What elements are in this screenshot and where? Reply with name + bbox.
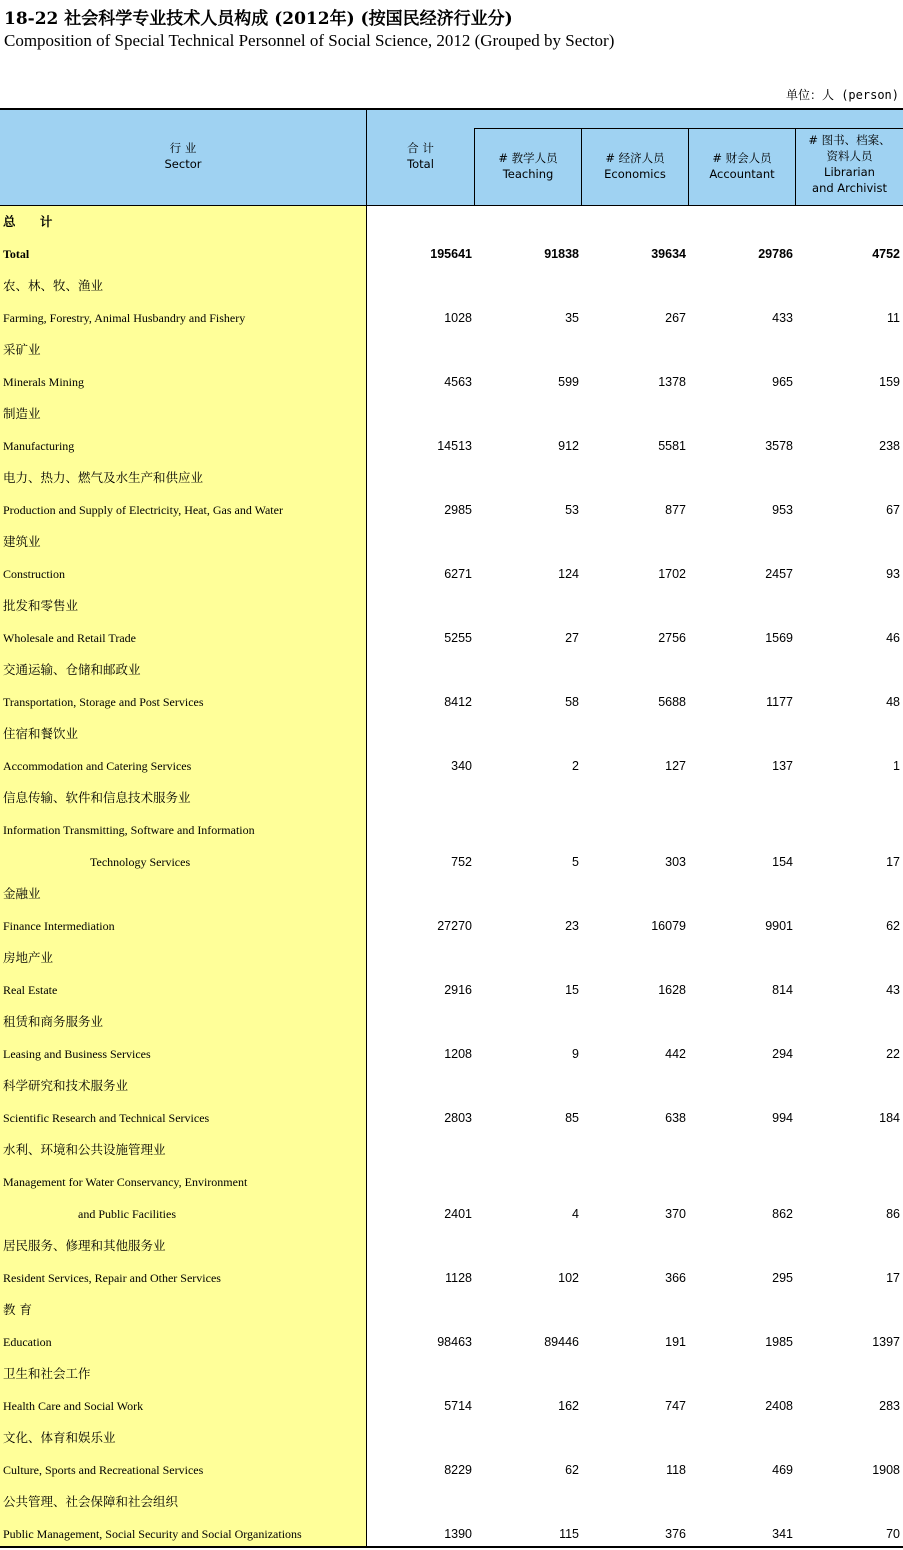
cell-value: 1208 bbox=[444, 1047, 472, 1061]
sector-label-en: Total bbox=[3, 247, 30, 261]
sector-label-cn: 采矿业 bbox=[3, 342, 41, 357]
header-total bbox=[367, 140, 474, 172]
cell-value: 70 bbox=[886, 1527, 900, 1541]
table-row-chinese-label bbox=[0, 1006, 903, 1038]
table-row-chinese-label bbox=[0, 1294, 903, 1326]
sector-label-cn: 住宿和餐饮业 bbox=[3, 726, 79, 741]
cell-value: 62 bbox=[886, 919, 900, 933]
sector-label-en: Resident Services, Repair and Other Services bbox=[3, 1271, 221, 1285]
sector-label-cn: 建筑业 bbox=[3, 534, 41, 549]
cell-value: 118 bbox=[666, 1463, 686, 1477]
cell-value: 162 bbox=[558, 1399, 579, 1413]
cell-value: 814 bbox=[772, 983, 793, 997]
sector-label-en-continued: Technology Services bbox=[90, 855, 191, 869]
cell-value: 1028 bbox=[444, 311, 472, 325]
header-accountant bbox=[689, 150, 795, 182]
cell-value: 29786 bbox=[758, 247, 793, 261]
sector-label-en: Scientific Research and Technical Services bbox=[3, 1111, 210, 1125]
sector-label-cn: 卫生和社会工作 bbox=[3, 1366, 91, 1381]
sector-label-cn: 科学研究和技术服务业 bbox=[3, 1078, 129, 1093]
sector-label-en: Health Care and Social Work bbox=[3, 1399, 144, 1413]
cell-value: 62 bbox=[565, 1463, 579, 1477]
cell-value: 267 bbox=[665, 311, 686, 325]
table-row-chinese-label bbox=[0, 206, 903, 238]
header-librarian-en1: Librarian bbox=[824, 165, 875, 179]
header-librarian bbox=[796, 132, 903, 196]
table-row-chinese-label bbox=[0, 270, 903, 302]
cell-value: 747 bbox=[665, 1399, 686, 1413]
cell-value: 184 bbox=[879, 1111, 900, 1125]
header-total-en: Total bbox=[407, 157, 434, 171]
table-row-chinese-label bbox=[0, 782, 903, 814]
sector-label-cn: 农、林、牧、渔业 bbox=[3, 278, 104, 293]
cell-value: 862 bbox=[772, 1207, 793, 1221]
cell-value: 4563 bbox=[444, 375, 472, 389]
cell-value: 9901 bbox=[765, 919, 793, 933]
cell-value: 1128 bbox=[445, 1271, 472, 1285]
cell-value: 137 bbox=[772, 759, 793, 773]
table-row bbox=[0, 366, 903, 398]
sector-label-cn: 制造业 bbox=[3, 406, 41, 421]
cell-value: 370 bbox=[665, 1207, 686, 1221]
table-row bbox=[0, 1166, 903, 1198]
cell-value: 115 bbox=[559, 1527, 579, 1541]
cell-value: 1908 bbox=[872, 1463, 900, 1477]
cell-value: 341 bbox=[772, 1527, 793, 1541]
table-bottom-rule bbox=[0, 1546, 903, 1548]
cell-value: 127 bbox=[665, 759, 686, 773]
header-economics bbox=[582, 150, 688, 182]
table-row-chinese-label bbox=[0, 654, 903, 686]
page-title-english: Composition of Special Technical Personnel of Social Science, 2012 (Grouped by Sector) bbox=[4, 31, 615, 50]
table-row-chinese-label bbox=[0, 878, 903, 910]
sector-label-cn: 电力、热力、燃气及水生产和供应业 bbox=[3, 470, 204, 485]
cell-value: 15 bbox=[565, 983, 579, 997]
cell-value: 2803 bbox=[444, 1111, 472, 1125]
table-row-chinese-label bbox=[0, 718, 903, 750]
cell-value: 5581 bbox=[658, 439, 686, 453]
cell-value: 366 bbox=[665, 1271, 686, 1285]
cell-value: 46 bbox=[886, 631, 900, 645]
cell-value: 4 bbox=[572, 1207, 579, 1221]
sector-label-en: Farming, Forestry, Animal Husbandry and Fishery bbox=[3, 311, 246, 325]
cell-value: 16079 bbox=[651, 919, 686, 933]
table-row-chinese-label bbox=[0, 1070, 903, 1102]
cell-value: 442 bbox=[665, 1047, 686, 1061]
cell-value: 43 bbox=[886, 983, 900, 997]
header-divider bbox=[581, 128, 582, 205]
header-total-cn: 合 计 bbox=[407, 141, 434, 155]
cell-value: 6271 bbox=[444, 567, 472, 581]
cell-value: 35 bbox=[565, 311, 579, 325]
table-header bbox=[0, 110, 903, 206]
cell-value: 89446 bbox=[544, 1335, 579, 1349]
header-accountant-cn: # 财会人员 bbox=[712, 151, 772, 165]
page-title-chinese: 18-22 社会科学专业技术人员构成 (2012年) (按国民经济行业分) bbox=[4, 9, 513, 29]
table-row bbox=[0, 1102, 903, 1134]
cell-value: 23 bbox=[565, 919, 579, 933]
cell-value: 27270 bbox=[437, 919, 472, 933]
table-row-chinese-label bbox=[0, 334, 903, 366]
table-row-chinese-label bbox=[0, 398, 903, 430]
sector-label-en: Education bbox=[3, 1335, 52, 1349]
table-row-chinese-label bbox=[0, 1134, 903, 1166]
sector-label-en: Manufacturing bbox=[3, 439, 75, 453]
cell-value: 98463 bbox=[437, 1335, 472, 1349]
table-row bbox=[0, 622, 903, 654]
cell-value: 93 bbox=[886, 567, 900, 581]
sector-label-cn: 租赁和商务服务业 bbox=[3, 1014, 104, 1029]
table-row-chinese-label bbox=[0, 1230, 903, 1262]
cell-value: 2 bbox=[572, 759, 579, 773]
sector-label-cn: 文化、体育和娱乐业 bbox=[3, 1430, 116, 1445]
cell-value: 433 bbox=[772, 311, 793, 325]
cell-value: 376 bbox=[665, 1527, 686, 1541]
cell-value: 4752 bbox=[872, 247, 900, 261]
table-row-chinese-label bbox=[0, 462, 903, 494]
cell-value: 86 bbox=[886, 1207, 900, 1221]
cell-value: 303 bbox=[665, 855, 686, 869]
cell-value: 67 bbox=[886, 503, 900, 517]
table-row bbox=[0, 846, 903, 878]
sector-label-cn: 交通运输、仓储和邮政业 bbox=[3, 662, 141, 677]
header-divider bbox=[474, 128, 475, 205]
sector-label-en: Accommodation and Catering Services bbox=[3, 759, 192, 773]
cell-value: 1985 bbox=[765, 1335, 793, 1349]
cell-value: 2401 bbox=[444, 1207, 472, 1221]
header-sector bbox=[0, 140, 366, 172]
cell-value: 238 bbox=[879, 439, 900, 453]
sector-label-cn: 教 育 bbox=[3, 1302, 32, 1317]
header-librarian-cn2: 资料人员 bbox=[826, 149, 873, 163]
cell-value: 191 bbox=[665, 1335, 686, 1349]
table-row-chinese-label bbox=[0, 1486, 903, 1518]
cell-value: 877 bbox=[665, 503, 686, 517]
cell-value: 1378 bbox=[658, 375, 686, 389]
sector-label-en: Management for Water Conservancy, Environment bbox=[3, 1175, 248, 1189]
header-sector-en: Sector bbox=[164, 157, 202, 171]
sector-label-en: Finance Intermediation bbox=[3, 919, 115, 933]
cell-value: 1628 bbox=[658, 983, 686, 997]
cell-value: 22 bbox=[886, 1047, 900, 1061]
table-row bbox=[0, 814, 903, 846]
cell-value: 8412 bbox=[444, 695, 472, 709]
cell-value: 953 bbox=[772, 503, 793, 517]
cell-value: 340 bbox=[451, 759, 472, 773]
cell-value: 3578 bbox=[765, 439, 793, 453]
cell-value: 2457 bbox=[765, 567, 793, 581]
cell-value: 2985 bbox=[444, 503, 472, 517]
header-teaching-cn: # 教学人员 bbox=[498, 151, 558, 165]
sector-label-en-continued: and Public Facilities bbox=[78, 1207, 176, 1221]
cell-value: 91838 bbox=[544, 247, 579, 261]
cell-value: 5714 bbox=[444, 1399, 472, 1413]
sector-label-en: Production and Supply of Electricity, Heat, Gas and Water bbox=[3, 503, 283, 517]
table-row-chinese-label bbox=[0, 942, 903, 974]
sector-label-en: Information Transmitting, Software and Information bbox=[3, 823, 255, 837]
cell-value: 9 bbox=[572, 1047, 579, 1061]
table-row bbox=[0, 430, 903, 462]
cell-value: 1390 bbox=[444, 1527, 472, 1541]
cell-value: 5688 bbox=[658, 695, 686, 709]
sector-label-en: Transportation, Storage and Post Services bbox=[3, 695, 204, 709]
cell-value: 39634 bbox=[651, 247, 686, 261]
sector-label-cn: 居民服务、修理和其他服务业 bbox=[3, 1238, 166, 1253]
sector-label-en: Culture, Sports and Recreational Services bbox=[3, 1463, 204, 1477]
table-row bbox=[0, 1198, 903, 1230]
sector-label-en: Leasing and Business Services bbox=[3, 1047, 151, 1061]
table-row-chinese-label bbox=[0, 590, 903, 622]
table-row bbox=[0, 1390, 903, 1422]
cell-value: 11 bbox=[887, 311, 900, 325]
cell-value: 14513 bbox=[437, 439, 472, 453]
cell-value: 2408 bbox=[765, 1399, 793, 1413]
cell-value: 283 bbox=[879, 1399, 900, 1413]
header-economics-cn: # 经济人员 bbox=[605, 151, 665, 165]
header-economics-en: Economics bbox=[604, 167, 666, 181]
cell-value: 2756 bbox=[658, 631, 686, 645]
sector-label-en: Wholesale and Retail Trade bbox=[3, 631, 136, 645]
cell-value: 965 bbox=[772, 375, 793, 389]
header-librarian-en2: and Archivist bbox=[812, 181, 887, 195]
sector-label-cn: 总 计 bbox=[3, 214, 63, 229]
cell-value: 1569 bbox=[765, 631, 793, 645]
sector-label-cn: 房地产业 bbox=[3, 950, 54, 965]
table-row bbox=[0, 974, 903, 1006]
sector-label-en: Construction bbox=[3, 567, 65, 581]
table-row-chinese-label bbox=[0, 1358, 903, 1390]
cell-value: 195641 bbox=[430, 247, 472, 261]
table-row bbox=[0, 558, 903, 590]
table-row bbox=[0, 910, 903, 942]
cell-value: 294 bbox=[772, 1047, 793, 1061]
sector-label-cn: 金融业 bbox=[3, 886, 41, 901]
table-row bbox=[0, 686, 903, 718]
cell-value: 48 bbox=[886, 695, 900, 709]
cell-value: 295 bbox=[772, 1271, 793, 1285]
cell-value: 17 bbox=[886, 855, 900, 869]
cell-value: 85 bbox=[565, 1111, 579, 1125]
header-divider bbox=[795, 128, 796, 205]
cell-value: 638 bbox=[665, 1111, 686, 1125]
cell-value: 5 bbox=[572, 855, 579, 869]
cell-value: 469 bbox=[772, 1463, 793, 1477]
cell-value: 752 bbox=[451, 855, 472, 869]
cell-value: 53 bbox=[565, 503, 579, 517]
cell-value: 1 bbox=[893, 759, 900, 773]
sector-label-cn: 信息传输、软件和信息技术服务业 bbox=[3, 790, 191, 805]
cell-value: 58 bbox=[565, 695, 579, 709]
cell-value: 2916 bbox=[444, 983, 472, 997]
cell-value: 994 bbox=[772, 1111, 793, 1125]
table-row bbox=[0, 494, 903, 526]
cell-value: 1397 bbox=[872, 1335, 900, 1349]
header-accountant-en: Accountant bbox=[709, 167, 775, 181]
sector-label-en: Public Management, Social Security and Social Organizations bbox=[3, 1527, 302, 1541]
sector-label-en: Minerals Mining bbox=[3, 375, 84, 389]
header-sector-cn: 行 业 bbox=[169, 141, 197, 155]
cell-value: 27 bbox=[565, 631, 579, 645]
table-row bbox=[0, 302, 903, 334]
cell-value: 154 bbox=[772, 855, 793, 869]
cell-value: 17 bbox=[886, 1271, 900, 1285]
cell-value: 124 bbox=[558, 567, 579, 581]
header-teaching-en: Teaching bbox=[502, 167, 554, 181]
cell-value: 912 bbox=[558, 439, 579, 453]
header-librarian-cn1: # 图书、档案、 bbox=[808, 133, 891, 147]
header-teaching bbox=[475, 150, 581, 182]
table-row bbox=[0, 1262, 903, 1294]
table-row bbox=[0, 238, 903, 270]
cell-value: 8229 bbox=[444, 1463, 472, 1477]
cell-value: 599 bbox=[558, 375, 579, 389]
table-row bbox=[0, 1326, 903, 1358]
table-row-chinese-label bbox=[0, 1422, 903, 1454]
header-divider bbox=[688, 128, 689, 205]
sector-label-cn: 批发和零售业 bbox=[3, 598, 79, 613]
table-row bbox=[0, 750, 903, 782]
cell-value: 1177 bbox=[766, 695, 793, 709]
sector-label-en: Real Estate bbox=[3, 983, 58, 997]
cell-value: 1702 bbox=[658, 567, 686, 581]
sector-label-cn: 水利、环境和公共设施管理业 bbox=[3, 1142, 166, 1157]
sector-label-cn: 公共管理、社会保障和社会组织 bbox=[3, 1494, 179, 1509]
table-row-chinese-label bbox=[0, 526, 903, 558]
cell-value: 5255 bbox=[444, 631, 472, 645]
cell-value: 159 bbox=[879, 375, 900, 389]
cell-value: 102 bbox=[558, 1271, 579, 1285]
unit-label: 单位：人 (person) bbox=[785, 88, 899, 102]
table-row bbox=[0, 1454, 903, 1486]
table-row bbox=[0, 1038, 903, 1070]
